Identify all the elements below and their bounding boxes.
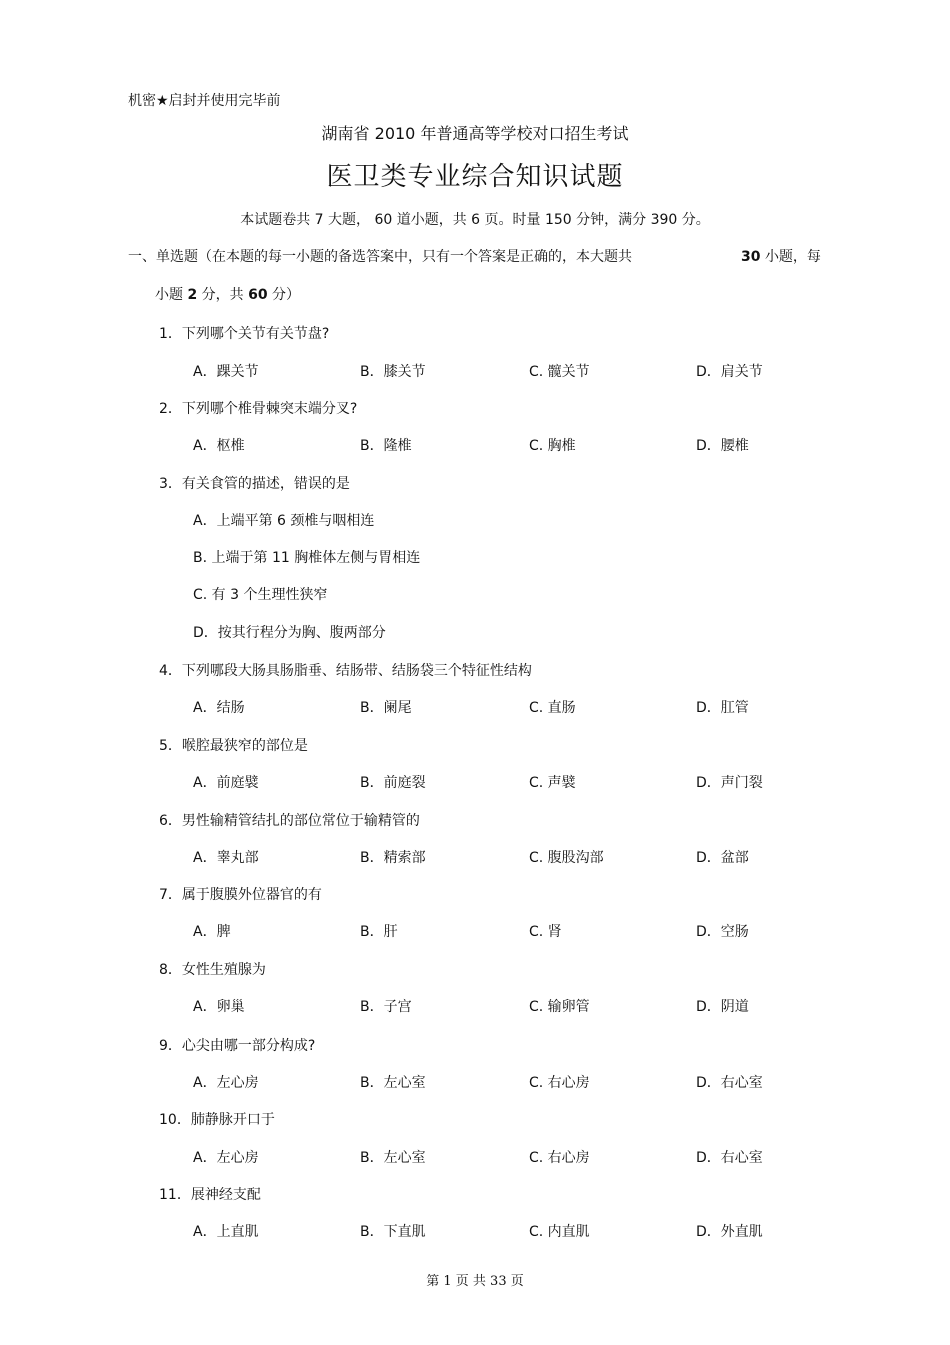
- option-c: C. 声襞: [529, 775, 576, 791]
- option-c: C. 胸椎: [529, 438, 576, 454]
- option-a: A．踝关节: [193, 364, 259, 380]
- option-a: A．枢椎: [193, 438, 245, 454]
- option-a: A．卵巢: [193, 999, 245, 1015]
- question-6: 6．男性输精管结扎的部位常位于输精管的: [159, 813, 420, 829]
- option-c: C. 髋关节: [529, 364, 590, 380]
- option-d: D．肛管: [696, 700, 749, 716]
- option-a: A．上直肌: [193, 1224, 259, 1240]
- options-row: [0, 921, 950, 941]
- option-b: B. 上端于第 11 胸椎体左侧与胃相连: [193, 550, 421, 566]
- options-row: [0, 697, 950, 717]
- exam-title: 湖南省 2010 年普通高等学校对口招生考试: [321, 124, 629, 143]
- option-b: B．左心室: [360, 1075, 426, 1091]
- option-b: B．膝关节: [360, 364, 426, 380]
- page-title: 医卫类专业综合知识试题: [326, 162, 624, 192]
- question-count: 30: [741, 249, 761, 265]
- options-row: [0, 1221, 950, 1241]
- option-d: D．空肠: [696, 924, 749, 940]
- option-c: C. 右心房: [529, 1075, 590, 1091]
- option-d: D．右心室: [696, 1075, 763, 1091]
- options-row: [0, 772, 950, 792]
- section-text-b: 分，共: [201, 287, 244, 303]
- option-a: A．前庭襞: [193, 775, 259, 791]
- option-b: B．精索部: [360, 850, 426, 866]
- option-d: D．外直肌: [696, 1224, 763, 1240]
- option-a: A．结肠: [193, 700, 245, 716]
- question-7: 7．属于腹膜外位器官的有: [159, 887, 322, 903]
- option-d: D．腰椎: [696, 438, 749, 454]
- options-row: [0, 1072, 950, 1092]
- option-c: C. 右心房: [529, 1150, 590, 1166]
- options-row: [0, 435, 950, 455]
- option-b: B．阑尾: [360, 700, 412, 716]
- section-heading: [128, 246, 828, 266]
- option-b: B．下直肌: [360, 1224, 426, 1240]
- option-d: D．盆部: [696, 850, 749, 866]
- option-a: A．脾: [193, 924, 231, 940]
- exam-info: 本试题卷共 7 大题， 60 道小题，共 6 页。时量 150 分钟，满分 390 分。: [240, 212, 710, 228]
- option-c: C. 输卵管: [529, 999, 590, 1015]
- per-question-score: 2: [187, 287, 198, 303]
- option-d: D．按其行程分为胸、腹两部分: [193, 625, 386, 641]
- confidential-notice: 机密★启封并使用完毕前: [128, 93, 281, 109]
- option-c: C. 直肠: [529, 700, 576, 716]
- question-2: 2．下列哪个椎骨棘突末端分叉?: [159, 401, 358, 417]
- option-d: D．阴道: [696, 999, 749, 1015]
- question-9: 9．心尖由哪一部分构成?: [159, 1038, 316, 1054]
- options-row: [0, 1147, 950, 1167]
- option-c: C. 有 3 个生理性狭窄: [193, 587, 328, 603]
- option-b: B．前庭裂: [360, 775, 426, 791]
- question-4: 4．下列哪段大肠具肠脂垂、结肠带、结肠袋三个特征性结构: [159, 663, 532, 679]
- section-heading-line2: [155, 284, 300, 304]
- option-d: D．声门裂: [696, 775, 763, 791]
- option-c: C. 肾: [529, 924, 562, 940]
- option-b: B．左心室: [360, 1150, 426, 1166]
- total-score: 60: [248, 287, 268, 303]
- question-5: 5．喉腔最狭窄的部位是: [159, 738, 308, 754]
- option-c: C. 腹股沟部: [529, 850, 604, 866]
- question-1: 1．下列哪个关节有关节盘?: [159, 326, 330, 342]
- section-heading-text: 一、单选题（在本题的每一小题的备选答案中，只有一个答案是正确的，本大题共: [128, 249, 632, 265]
- options-row: [0, 996, 950, 1016]
- option-a: A．左心房: [193, 1075, 259, 1091]
- option-a: A．上端平第 6 颈椎与咽相连: [193, 513, 375, 529]
- section-text-c: 分）: [272, 287, 301, 303]
- question-10: 10．肺静脉开口于: [159, 1112, 275, 1128]
- option-b: B．隆椎: [360, 438, 412, 454]
- page-number: 第 1 页 共 33 页: [426, 1274, 524, 1289]
- question-3: 3．有关食管的描述，错误的是: [159, 476, 350, 492]
- option-b: B．子宫: [360, 999, 412, 1015]
- option-a: A．睾丸部: [193, 850, 259, 866]
- option-d: D．右心室: [696, 1150, 763, 1166]
- section-heading-suffix: 小题，每: [764, 249, 821, 265]
- option-d: D．肩关节: [696, 364, 763, 380]
- section-text-a: 小题: [155, 287, 183, 303]
- option-c: C. 内直肌: [529, 1224, 590, 1240]
- option-a: A．左心房: [193, 1150, 259, 1166]
- options-row: [0, 847, 950, 867]
- section-heading-count: [741, 246, 821, 266]
- question-11: 11．展神经支配: [159, 1187, 261, 1203]
- option-b: B．肝: [360, 924, 398, 940]
- options-row: [0, 361, 950, 381]
- question-8: 8．女性生殖腺为: [159, 962, 266, 978]
